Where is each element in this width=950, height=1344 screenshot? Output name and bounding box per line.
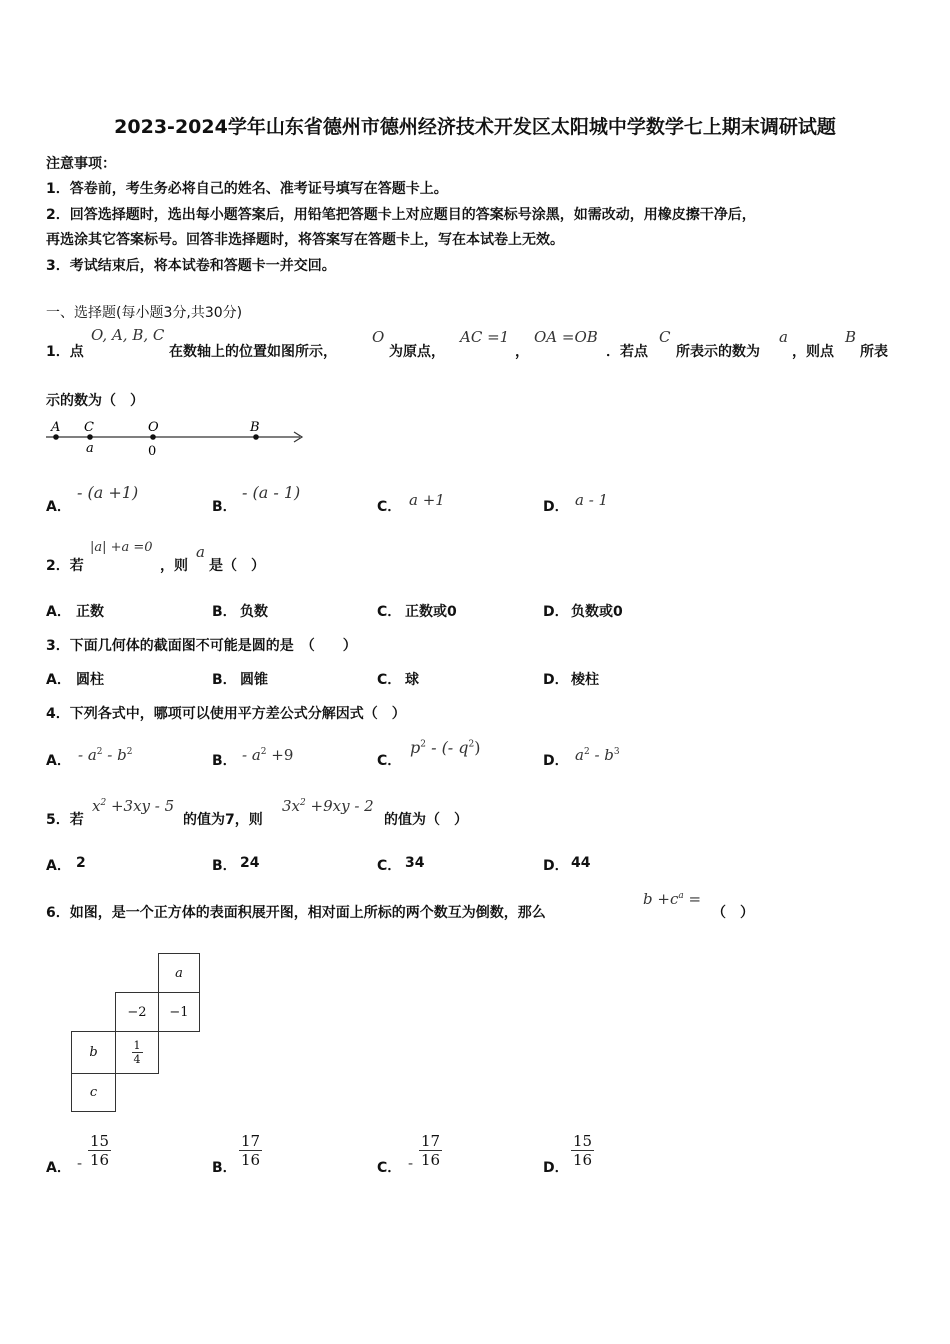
q3-option-text: 圆锥 <box>240 672 268 688</box>
q4-option-label: A． <box>46 753 71 769</box>
notice-heading: 注意事项： <box>46 156 116 172</box>
q1-option-expr: a +1 <box>409 491 445 509</box>
q1-math: C <box>659 328 671 346</box>
q1-text: ，则点 <box>792 344 834 360</box>
q4-option-expr: - $a^2 +9$ <box>242 746 294 764</box>
q6-option-fraction: $\frac{15}{16}$ <box>90 1132 110 1169</box>
q4-option-label: D． <box>543 753 569 769</box>
q5-option-label: A． <box>46 858 71 874</box>
q3-option-label: A． <box>46 672 71 688</box>
q2-math: |a| +a =0 <box>90 540 153 555</box>
q5-option-text: 44 <box>571 855 591 871</box>
q1-option-label: A． <box>46 499 71 515</box>
label-a: A <box>51 420 61 435</box>
q5-option-text: 2 <box>76 855 86 871</box>
net-cell-neg2: −2 <box>115 992 159 1032</box>
net-cell-c: c <box>71 1073 116 1112</box>
q6-text: 6．如图，是一个正方体的表面积展开图，相对面上所标的两个数互为倒数，那么 <box>46 905 546 921</box>
q6-option-label: D． <box>543 1160 569 1176</box>
q6-option-label: B． <box>212 1160 237 1176</box>
q5-math: $3x^2 +9xy - 2$ <box>282 797 374 815</box>
page-title: 2023-2024学年山东省德州市德州经济技术开发区太阳城中学数学七上期末调研试题 <box>114 116 836 138</box>
q6-option-label: C． <box>377 1160 402 1176</box>
q4-option-expr: - $a^2 - b^2$ <box>78 746 133 764</box>
point-a <box>53 434 59 440</box>
q2-option-text: 正数 <box>76 604 104 620</box>
q5-option-label: D． <box>543 858 569 874</box>
q1-option-label: B． <box>212 499 237 515</box>
q1-text: ， <box>515 344 529 360</box>
q5-text: 5．若 <box>46 812 84 828</box>
q3-stem: 3．下面几何体的截面图不可能是圆的是 （ ） <box>46 638 357 654</box>
q6-option-fraction: $\frac{15}{16}$ <box>573 1132 593 1169</box>
net-cell-b: b <box>71 1031 116 1074</box>
q3-option-label: B． <box>212 672 237 688</box>
q6-option-label: A． <box>46 1160 71 1176</box>
q4-option-expr: $a^2 - b^3$ <box>575 746 620 764</box>
q1-option-label: D． <box>543 499 569 515</box>
q6-option-sign: - <box>408 1154 414 1172</box>
q4-option-label: C． <box>377 753 402 769</box>
q4-stem: 4．下列各式中，哪项可以使用平方差公式分解因式（ ） <box>46 706 406 722</box>
section-heading: 一、选择题(每小题3分,共30分) <box>46 305 243 321</box>
q5-math: $x^2 +3xy - 5$ <box>92 797 175 815</box>
q2-option-text: 负数或0 <box>571 604 623 620</box>
net-cell-quarter <box>115 1031 159 1074</box>
q3-option-text: 球 <box>405 672 419 688</box>
q2-option-label: B． <box>212 604 237 620</box>
net-cell-neg1: −1 <box>158 992 200 1032</box>
notice-item: 再选涂其它答案标号。回答非选择题时，将答案写在答题卡上，写在本试卷上无效。 <box>46 232 564 248</box>
q1-math: OA =OB <box>534 328 598 346</box>
q1-text: 在数轴上的位置如图所示， <box>169 344 337 360</box>
notice-item: 2．回答选择题时，选出每小题答案后，用铅笔把答题卡上对应题目的答案标号涂黑，如需改动，用橡皮擦干净后， <box>46 207 756 223</box>
q3-option-label: C． <box>377 672 402 688</box>
q1-text: 为原点， <box>389 344 445 360</box>
q1-text: 示的数为（ ） <box>46 393 144 409</box>
q6-option-fraction: $\frac{17}{16}$ <box>241 1132 261 1169</box>
q5-text: 的值为（ ） <box>384 812 468 828</box>
q5-option-text: 24 <box>240 855 260 871</box>
net-cell-a: a <box>158 953 200 993</box>
q1-text: 所表 <box>860 344 888 360</box>
q2-text: ，则 <box>160 558 188 574</box>
point-o <box>150 434 156 440</box>
q1-text: 所表示的数为 <box>676 344 760 360</box>
quarter-fraction: $\frac{1}{4}$ <box>133 1039 141 1066</box>
q1-option-label: C． <box>377 499 402 515</box>
q1-math: a <box>779 328 788 346</box>
q1-math: B <box>845 328 857 346</box>
q2-option-label: D． <box>543 604 569 620</box>
label-b: B <box>250 420 260 435</box>
q4-option-expr: $p^2$ - (- $q^2$) <box>410 738 481 757</box>
q2-option-text: 正数或0 <box>405 604 457 620</box>
q1-math: AC =1 <box>460 328 510 346</box>
q5-option-label: B． <box>212 858 237 874</box>
q6-math: $b +c^a$ = <box>643 890 702 908</box>
q2-option-label: C． <box>377 604 402 620</box>
q5-option-text: 34 <box>405 855 425 871</box>
label-zero: 0 <box>148 444 157 459</box>
label-a-value: a <box>86 441 94 456</box>
q3-option-text: 棱柱 <box>571 672 599 688</box>
q2-text: 是（ ） <box>209 558 265 574</box>
q3-option-label: D． <box>543 672 569 688</box>
q1-text: 1．点 <box>46 344 84 360</box>
label-o: O <box>148 420 159 435</box>
q6-text: （ ） <box>712 905 754 921</box>
q1-math: O, A, B, C <box>91 326 165 344</box>
q1-option-expr: - (a - 1) <box>242 483 301 502</box>
notice-item: 1．答卷前，考生务必将自己的姓名、准考证号填写在答题卡上。 <box>46 181 448 197</box>
q4-option-label: B． <box>212 753 237 769</box>
q6-option-sign: - <box>77 1154 83 1172</box>
q6-option-fraction: $\frac{17}{16}$ <box>421 1132 441 1169</box>
q1-option-expr: a - 1 <box>575 491 609 509</box>
label-c: C <box>84 420 94 435</box>
point-b <box>253 434 259 440</box>
q2-option-text: 负数 <box>240 604 268 620</box>
notice-item: 3．考试结束后，将本试卷和答题卡一并交回。 <box>46 258 336 274</box>
q2-option-label: A． <box>46 604 71 620</box>
point-c <box>87 434 93 440</box>
q5-option-label: C． <box>377 858 402 874</box>
q1-math: O <box>372 328 385 346</box>
q1-text: ．若点 <box>606 344 648 360</box>
q2-math: a <box>196 543 205 561</box>
number-line <box>44 415 310 459</box>
q1-option-expr: - (a +1) <box>77 483 139 502</box>
q3-option-text: 圆柱 <box>76 672 104 688</box>
q5-text: 的值为7，则 <box>183 812 263 828</box>
q2-text: 2．若 <box>46 558 84 574</box>
